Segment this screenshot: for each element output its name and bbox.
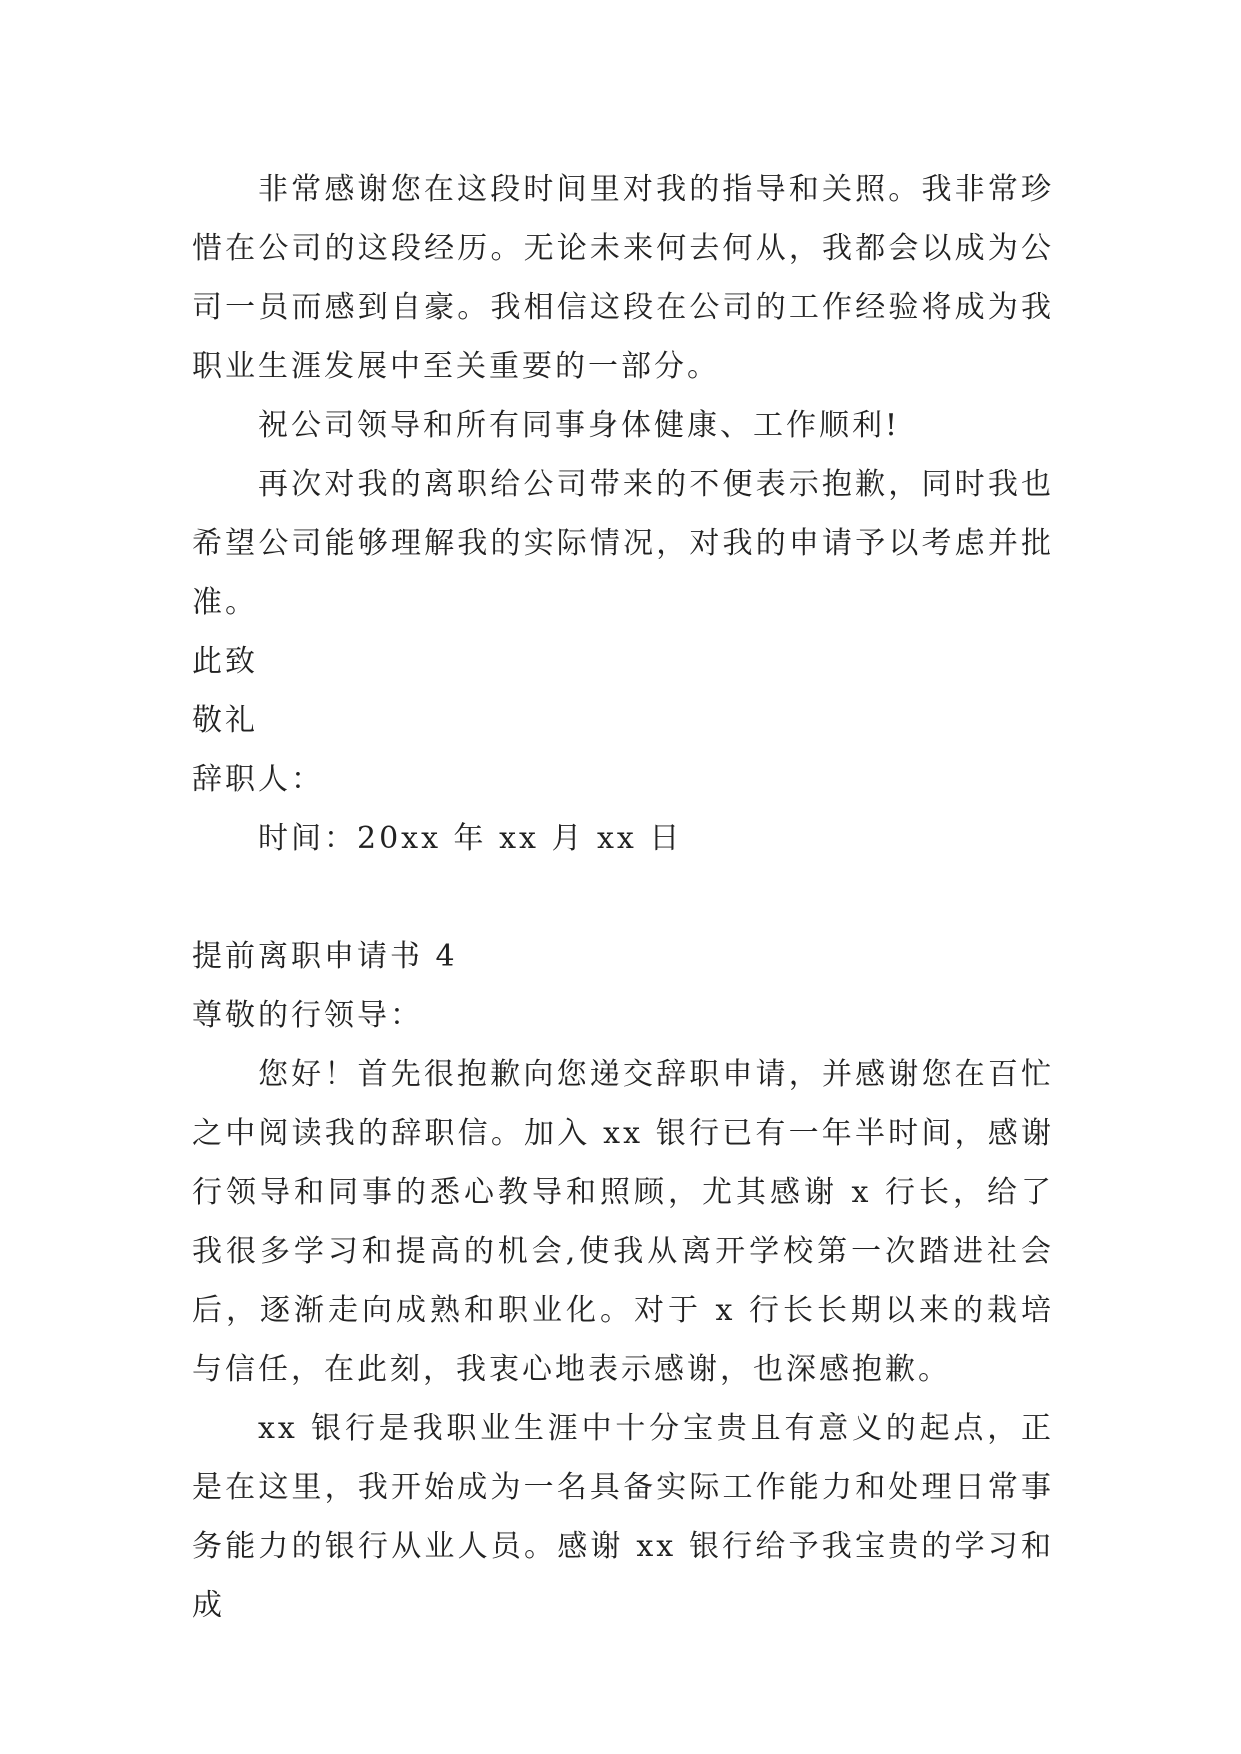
paragraph-career-start: xx 银行是我职业生涯中十分宝贵且有意义的起点，正是在这里，我开始成为一名具备实际工作能力和处理日常事务能力的银行从业人员。感谢 xx 银行给予我宝贵的学习和成 <box>192 1411 1054 1623</box>
paragraph-apology: 再次对我的离职给公司带来的不便表示抱歉，同时我也希望公司能够理解我的实际情况，对我的申请予以考虑并批准。 <box>192 467 1054 620</box>
closing-jingli: 敬礼 <box>192 703 258 738</box>
document-page <box>192 160 1054 1635</box>
salutation: 尊敬的行领导： <box>192 998 423 1033</box>
section-spacer <box>192 868 1054 927</box>
section-title: 提前离职申请书 4 <box>192 939 458 974</box>
date-line: 时间：20xx 年 xx 月 xx 日 <box>258 821 683 856</box>
paragraph-wishes: 祝公司领导和所有同事身体健康、工作顺利! <box>258 408 901 443</box>
paragraph-greeting: 您好！首先很抱歉向您递交辞职申请，并感谢您在百忙之中阅读我的辞职信。加入 xx 银行已有一年半时间，感谢行领导和同事的悉心教导和照顾，尤其感谢 x 行长，给了我很多学习和提高的机会,使我从离开学校第一次踏进社会后，逐渐走向成熟和职业化。对于 x 行长长期以来的栽培与信任，在此刻，我衷心地表示感谢，也深感抱歉。 <box>192 1057 1054 1387</box>
paragraph-gratitude: 非常感谢您在这段时间里对我的指导和关照。我非常珍惜在公司的这段经历。无论未来何去何从，我都会以成为公司一员而感到自豪。我相信这段在公司的工作经验将成为我职业生涯发展中至关重要的一部分。 <box>192 172 1054 384</box>
closing-cizhi: 此致 <box>192 644 258 679</box>
signature-line: 辞职人： <box>192 762 324 797</box>
